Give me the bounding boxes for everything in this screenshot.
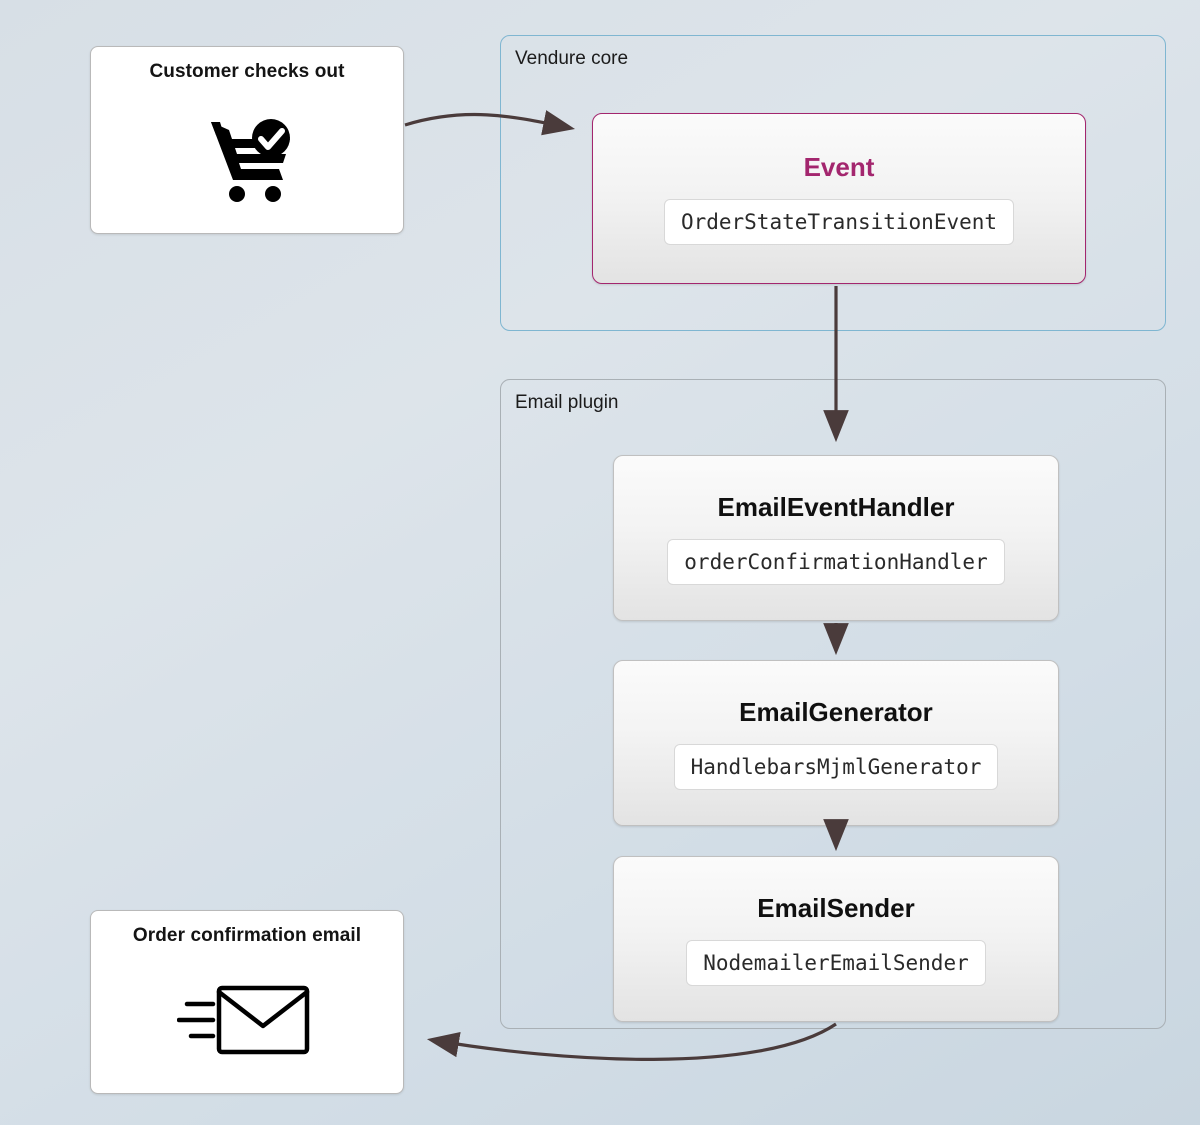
node-event-code: OrderStateTransitionEvent <box>664 199 1014 245</box>
envelope-icon <box>91 947 403 1093</box>
node-email-event-handler <box>613 455 1059 621</box>
node-email-generator-title: EmailGenerator <box>739 696 933 727</box>
node-email-generator-code: HandlebarsMjmlGenerator <box>674 744 999 790</box>
node-event-title: Event <box>803 152 875 182</box>
node-email-sender-code: NodemailerEmailSender <box>686 940 986 986</box>
group-vendure-core-label: Vendure core <box>515 48 629 69</box>
edge-sender-to-output <box>432 1024 836 1059</box>
node-email-generator <box>613 660 1059 826</box>
output-box-label: Order confirmation email <box>132 925 362 946</box>
node-event <box>592 113 1086 284</box>
output-box-order-confirmation-email <box>90 910 404 1094</box>
input-box-label: Customer checks out <box>149 61 345 82</box>
input-box-customer-checks-out <box>90 46 404 234</box>
node-email-event-handler-title: EmailEventHandler <box>717 491 955 522</box>
node-email-sender-title: EmailSender <box>757 892 915 923</box>
shopping-cart-check-icon <box>91 83 403 233</box>
group-email-plugin-label: Email plugin <box>515 392 619 413</box>
node-email-event-handler-code: orderConfirmationHandler <box>667 539 1004 585</box>
node-email-sender <box>613 856 1059 1022</box>
